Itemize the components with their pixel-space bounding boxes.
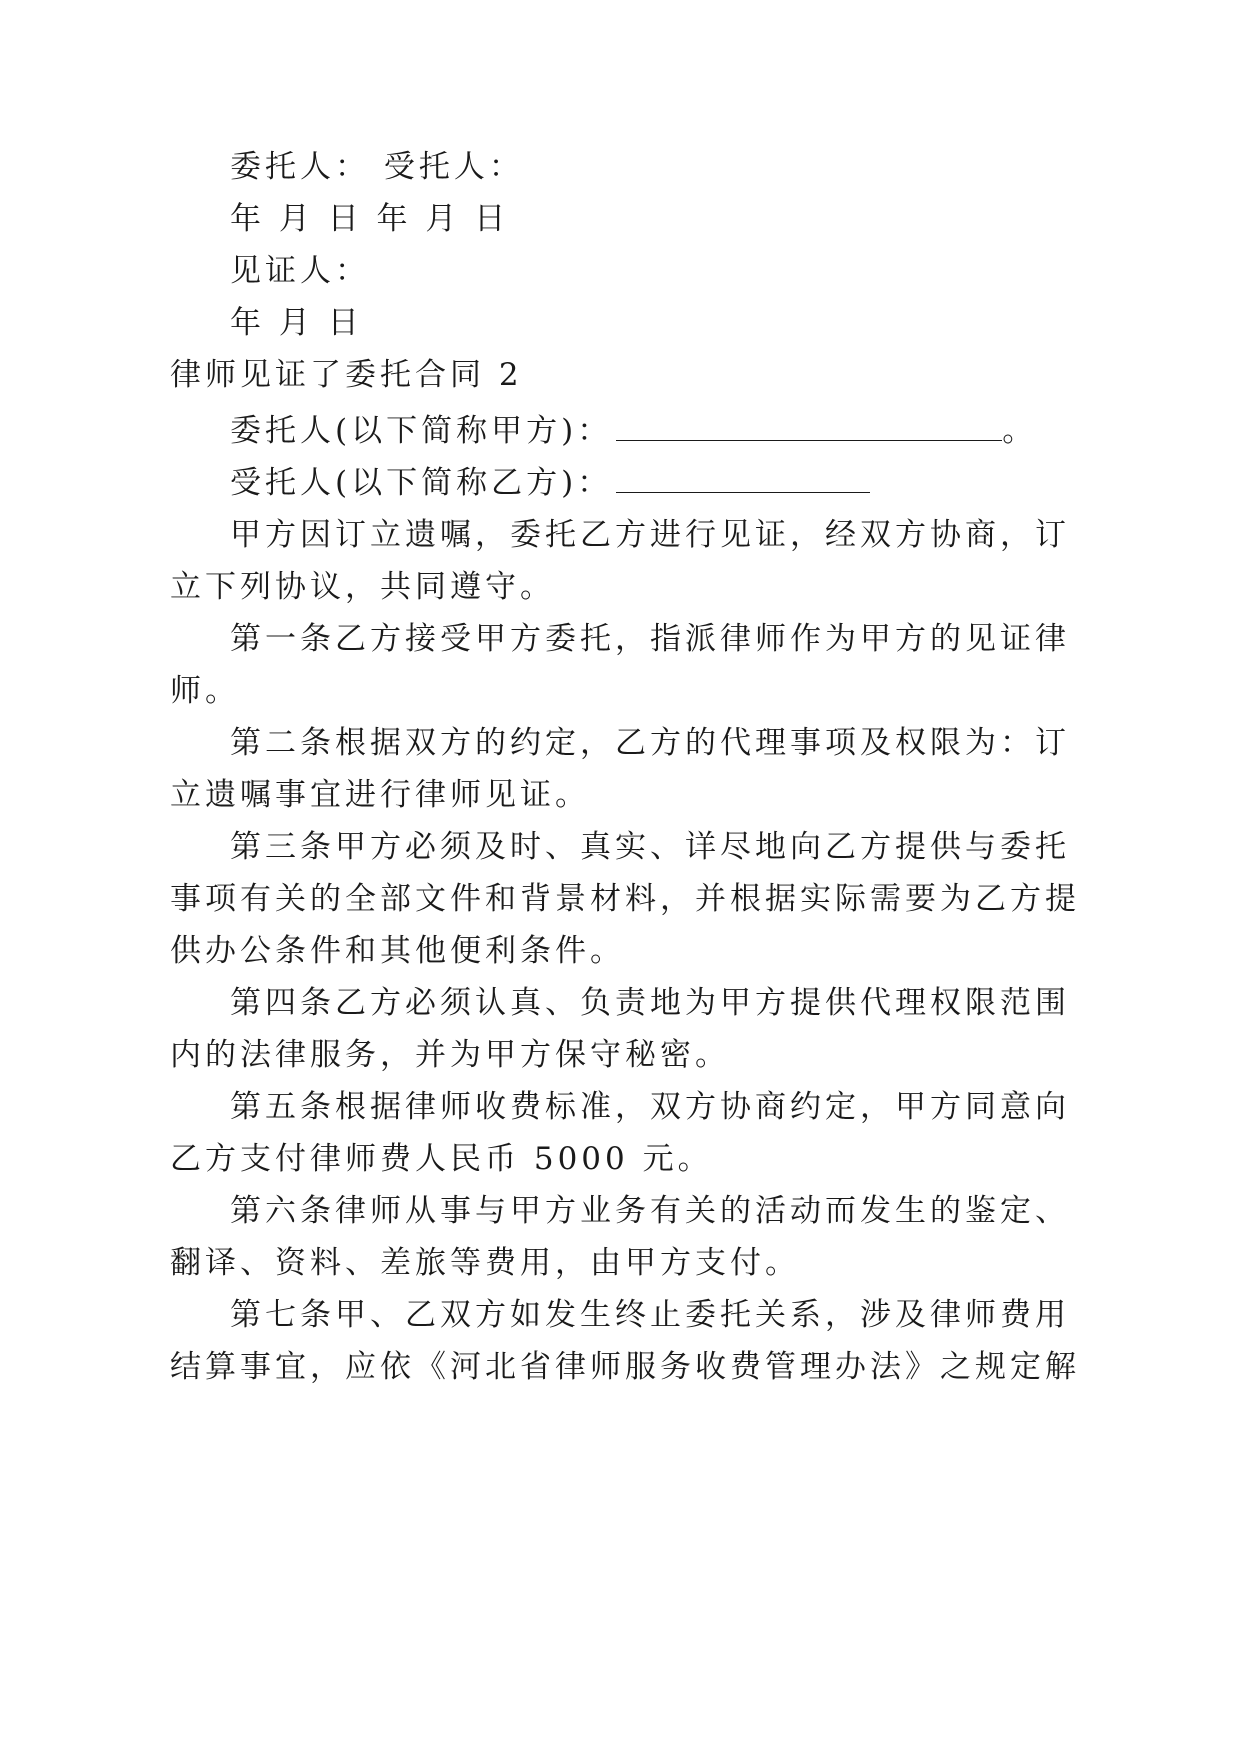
clause-7-line-1: 第七条甲、乙双方如发生终止委托关系，涉及律师费用: [230, 1297, 1070, 1333]
contract-title: 律师见证了委托合同 2: [170, 357, 523, 393]
party-b-blank: [616, 462, 870, 493]
witness-date: 年 月 日: [230, 305, 363, 341]
clause-5-line-2: 乙方支付律师费人民币 5000 元。: [170, 1141, 713, 1177]
party-a-line: [230, 409, 1037, 453]
witness-label: 见证人：: [230, 253, 370, 289]
intro-line-1: 甲方因订立遗嘱，委托乙方进行见证，经双方协商，订: [230, 517, 1070, 553]
signature-line-dates: 年 月 日 年 月 日: [230, 201, 510, 237]
party-a-label: 委托人(以下简称甲方)：: [230, 413, 613, 449]
party-b-label: 受托人(以下简称乙方)：: [230, 465, 613, 501]
clause-1-line-1: 第一条乙方接受甲方委托，指派律师作为甲方的见证律: [230, 621, 1070, 657]
clause-3-line-3: 供办公条件和其他便利条件。: [170, 933, 625, 969]
party-a-end: 。: [1002, 413, 1038, 449]
clause-5-line-1: 第五条根据律师收费标准，双方协商约定，甲方同意向: [230, 1089, 1070, 1125]
clause-6-line-2: 翻译、资料、差旅等费用，由甲方支付。: [170, 1245, 800, 1281]
clause-4-line-1: 第四条乙方必须认真、负责地为甲方提供代理权限范围: [230, 985, 1070, 1021]
clause-3-line-2: 事项有关的全部文件和背景材料，并根据实际需要为乙方提: [170, 881, 1080, 917]
clause-7-line-2: 结算事宜，应依《河北省律师服务收费管理办法》之规定解: [170, 1349, 1080, 1385]
clause-4-line-2: 内的法律服务，并为甲方保守秘密。: [170, 1037, 730, 1073]
party-b-line: [230, 461, 870, 505]
clause-3-line-1: 第三条甲方必须及时、真实、详尽地向乙方提供与委托: [230, 829, 1070, 865]
intro-line-2: 立下列协议，共同遵守。: [170, 569, 555, 605]
clause-2-line-1: 第二条根据双方的约定，乙方的代理事项及权限为：订: [230, 725, 1070, 761]
clause-2-line-2: 立遗嘱事宜进行律师见证。: [170, 777, 590, 813]
clause-6-line-1: 第六条律师从事与甲方业务有关的活动而发生的鉴定、: [230, 1193, 1070, 1229]
signature-line-parties: 委托人： 受托人：: [230, 149, 524, 185]
clause-1-line-2: 师。: [170, 673, 240, 709]
party-a-blank: [616, 410, 1002, 441]
